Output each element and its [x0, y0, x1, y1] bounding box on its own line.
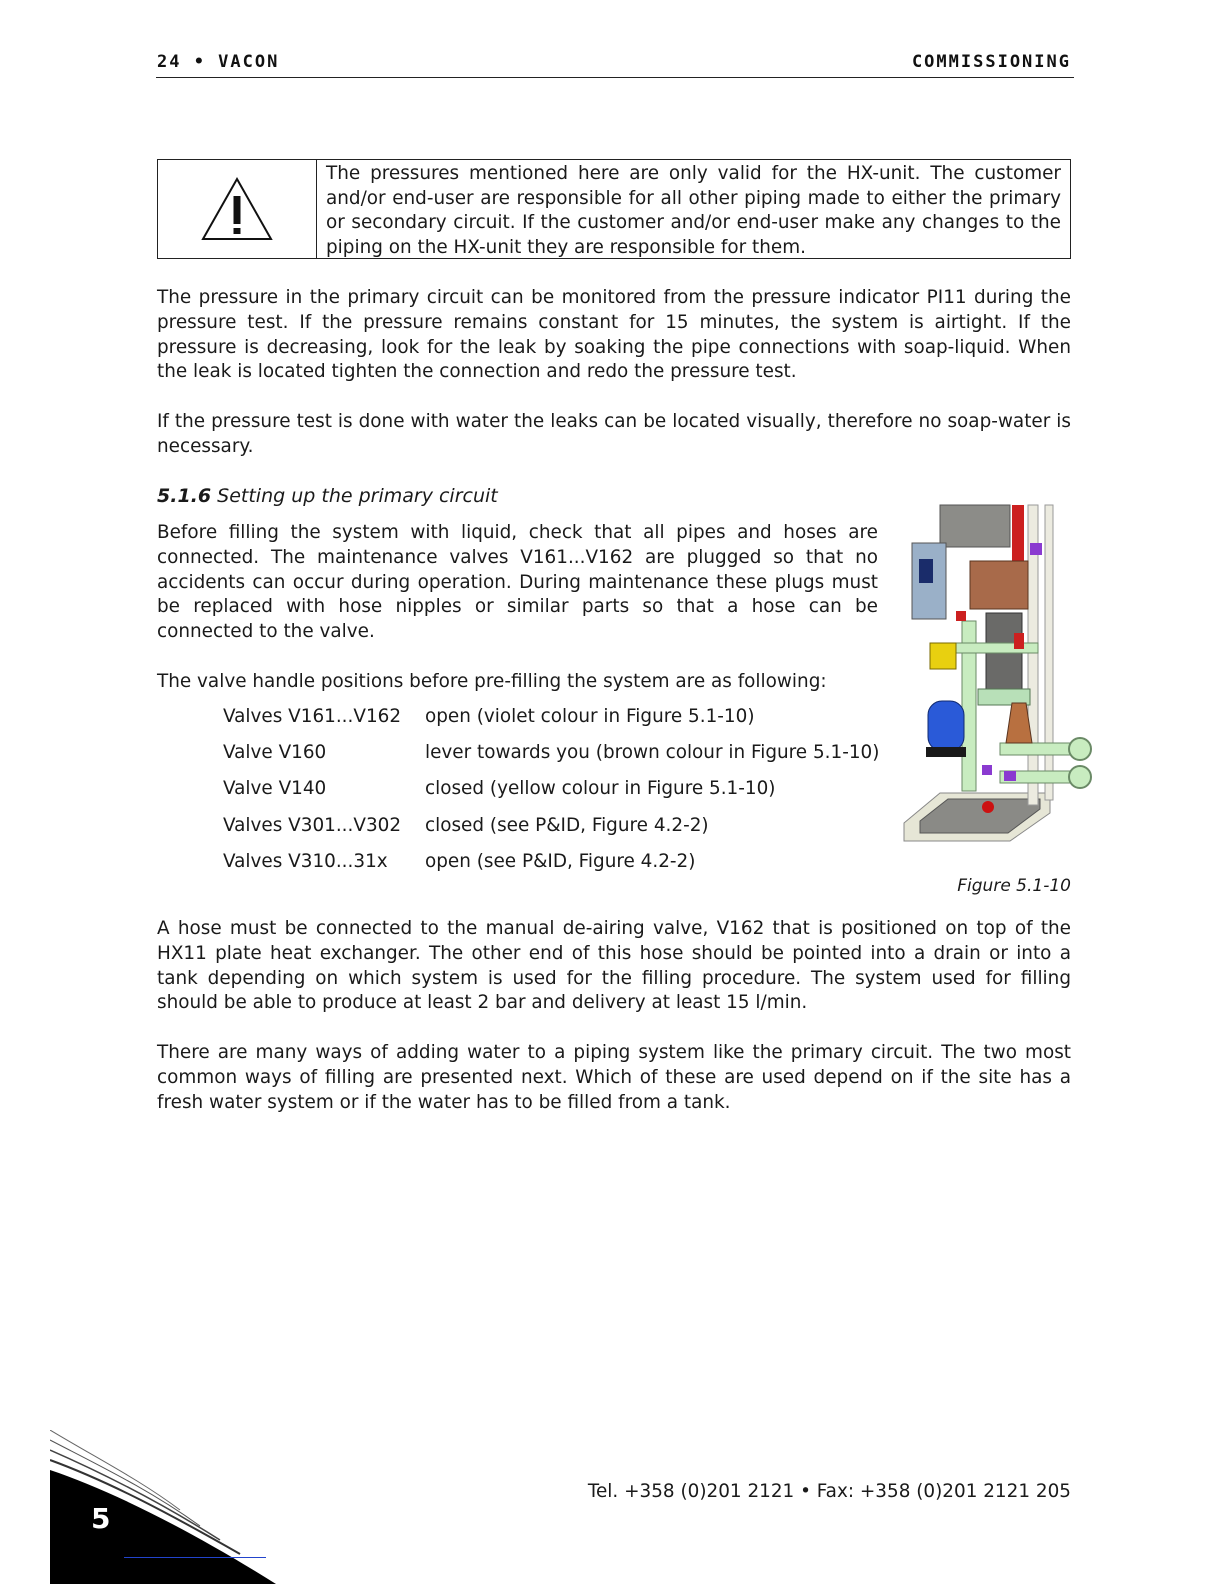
warning-triangle-icon: [200, 176, 274, 242]
chapter-number: 5: [91, 1502, 111, 1535]
header-rule: [156, 77, 1074, 78]
paragraph-hose-connection: A hose must be connected to the manual de-airing valve, V162 that is positioned on top of the HX11 plate heat exchanger. The other end of this hose should be pointed into a drain or into a tank depending on which system is used for the filling procedure. The system used for filling should be able to produce at least 2 bar and delivery at least 15 l/min.: [157, 918, 1071, 1014]
section-number: 5.1.6: [157, 485, 212, 507]
hx-unit-figure: [900, 503, 1092, 843]
valve-state: closed (yellow colour in Figure 5.1-10): [425, 778, 776, 800]
valve-state: open (see P&ID, Figure 4.2-2): [425, 850, 696, 872]
valve-row: [223, 778, 879, 814]
valve-name: Valve V140: [223, 778, 327, 800]
section-title: Setting up the primary circuit: [217, 485, 498, 507]
valve-state: closed (see P&ID, Figure 4.2-2): [425, 814, 709, 836]
valve-state: lever towards you (brown colour in Figure 5.1-10): [425, 742, 880, 764]
valve-state: open (violet colour in Figure 5.1-10): [425, 706, 755, 727]
section-heading: [157, 485, 498, 507]
valve-row: [223, 706, 879, 742]
warning-box: [157, 159, 1071, 259]
corner-underline: [124, 1557, 266, 1558]
valve-row: [223, 815, 879, 851]
valve-name: Valves V301...V302: [223, 814, 402, 836]
chapter-corner-graphic: [50, 1430, 280, 1584]
paragraph-water-test: If the pressure test is done with water the leaks can be located visually, therefore no soap-water is necessary.: [157, 411, 1071, 457]
running-header-right: COMMISSIONING: [911, 52, 1071, 72]
figure-caption: Figure 5.1-10: [957, 876, 1071, 896]
warning-text: The pressures mentioned here are only valid for the HX-unit. The customer and/or end-user are responsible for all other piping made to either the primary or secondary circuit. If the customer and/or end-user make any changes to the piping on the HX-unit they are responsible for them.: [326, 163, 1061, 258]
warning-icon-cell: [158, 160, 317, 258]
footer-contact: Tel. +358 (0)201 2121 • Fax: +358 (0)201 2121 205: [587, 1481, 1071, 1502]
valve-row: [223, 851, 879, 887]
valve-name: Valves V310...31x: [223, 850, 388, 872]
valve-row: [223, 742, 879, 778]
paragraph-pressure-monitoring: The pressure in the primary circuit can be monitored from the pressure indicator PI11 during the pressure test. If the pressure remains constant for 15 minutes, the system is airtight. If the pressure is decreasing, look for the leak by soaking the pipe connections with soap-liquid. When the leak is located tighten the connection and redo the pressure test.: [157, 287, 1071, 383]
paragraph-valve-intro: The valve handle positions before pre-filling the system are as following:: [157, 671, 827, 692]
paragraph-filling-methods: There are many ways of adding water to a piping system like the primary circuit. The two most common ways of filling are presented next. Which of these are used depend on if the site has a fresh water system or if the water has to be filled from a tank.: [157, 1042, 1071, 1113]
running-header-left: 24 • VACON: [157, 52, 280, 72]
valve-name: Valves V161...V162: [223, 706, 402, 727]
valve-name: Valve V160: [223, 742, 327, 764]
valve-position-list: [223, 706, 879, 887]
paragraph-before-filling: Before filling the system with liquid, check that all pipes and hoses are connected. The maintenance valves V161...V162 are plugged so that no accidents can occur during operation. During maintenance these plugs must be replaced with hose nipples or similar parts so that a hose can be connected to the valve.: [157, 522, 878, 643]
